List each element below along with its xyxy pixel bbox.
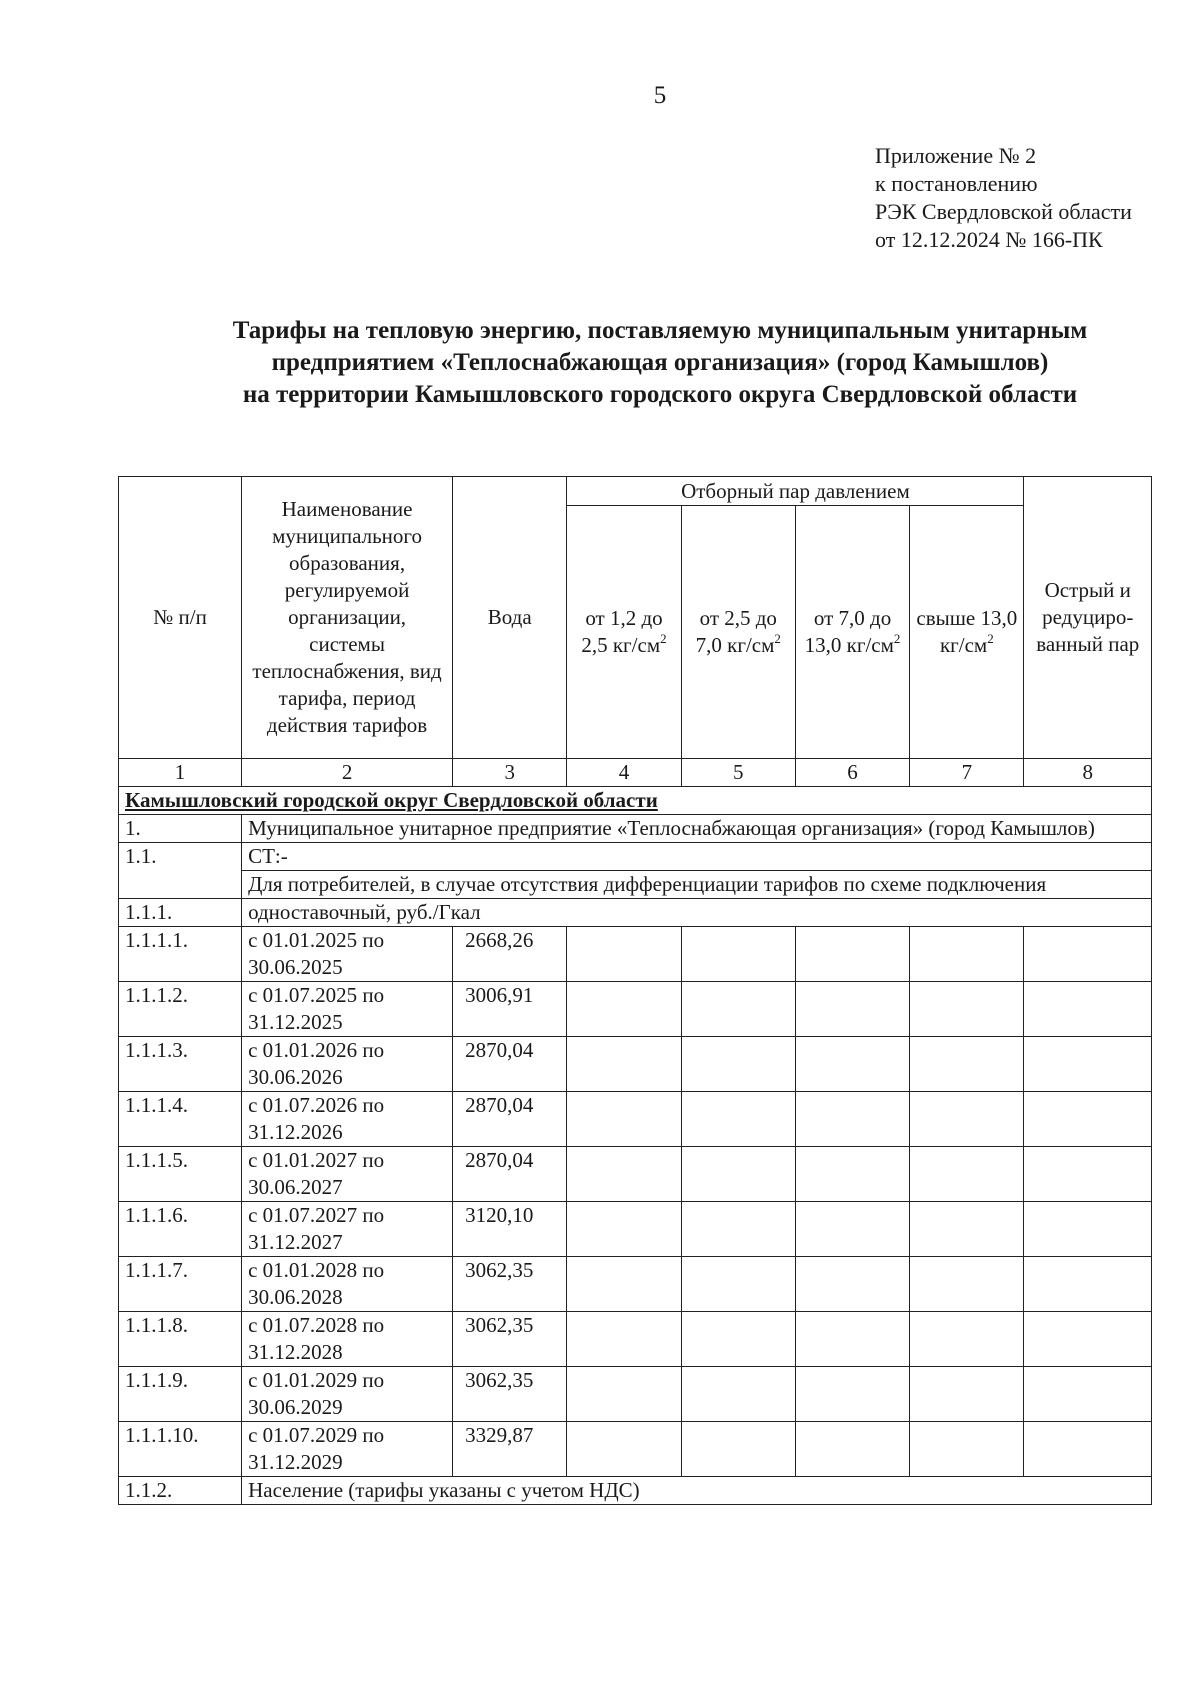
tariff-row-empty-cell <box>795 1312 909 1367</box>
tariff-row-empty-cell <box>795 1257 909 1312</box>
tariff-row-empty-cell <box>1024 982 1152 1037</box>
tariff-row-empty-cell <box>567 1312 681 1367</box>
tariff-row-empty-cell <box>567 982 681 1037</box>
tariff-row-empty-cell <box>795 982 909 1037</box>
tariff-row-empty-cell <box>567 1092 681 1147</box>
tariff-row-empty-cell <box>1024 1202 1152 1257</box>
tariff-row-empty-cell <box>795 1037 909 1092</box>
tariff-row-num: 1.1.1.4. <box>119 1092 242 1147</box>
header-num: № п/п <box>119 477 242 759</box>
header-pressure-3: от 7,0 до 13,0 $кг/см^2$ <box>795 506 909 759</box>
tariff-row-water: 2668,26 <box>453 927 567 982</box>
column-number: 8 <box>1024 759 1152 787</box>
tariff-row-period: с 01.01.2027 по 30.06.2027 <box>242 1147 453 1202</box>
tariff-row-empty-cell <box>567 1257 681 1312</box>
header-pressure-4: свыше 13,0 $кг/см^2$ <box>910 506 1024 759</box>
appendix-line: Приложение № 2 <box>875 143 1037 168</box>
tariff-row-period: с 01.01.2028 по 30.06.2028 <box>242 1257 453 1312</box>
tariff-row-empty-cell <box>1024 1422 1152 1477</box>
tariff-table <box>118 476 1152 1505</box>
st-note-row <box>119 871 1152 899</box>
tariff-row <box>119 1312 1152 1367</box>
tariff-row-empty-cell <box>910 1422 1024 1477</box>
tariff-row-empty-cell <box>681 1202 795 1257</box>
region-heading: Камышловский городской округ Свердловской области <box>119 787 1152 815</box>
tariff-row-empty-cell <box>567 1202 681 1257</box>
tariff-row-empty-cell <box>681 1092 795 1147</box>
tariff-row-empty-cell <box>681 1037 795 1092</box>
title-line: Тарифы на тепловую энергию, поставляемую муниципальным унитарным <box>232 317 1088 344</box>
tariff-row-empty-cell <box>681 982 795 1037</box>
tariff-row-num: 1.1.1.9. <box>119 1367 242 1422</box>
st-num: 1.1. <box>119 843 242 899</box>
tariff-row-empty-cell <box>681 1257 795 1312</box>
tariff-row-empty-cell <box>910 1367 1024 1422</box>
tariff-row-empty-cell <box>567 1422 681 1477</box>
tariff-row-empty-cell <box>1024 1312 1152 1367</box>
appendix-line: от 12.12.2024 № 166-ПК <box>875 227 1103 252</box>
tariff-row-num: 1.1.1.1. <box>119 927 242 982</box>
column-number: 5 <box>681 759 795 787</box>
tariff-row <box>119 1202 1152 1257</box>
tariff-row-empty-cell <box>910 1092 1024 1147</box>
tariff-row-empty-cell <box>681 1312 795 1367</box>
tariff-row-water: 2870,04 <box>453 1092 567 1147</box>
column-number: 7 <box>910 759 1024 787</box>
appendix-line: РЭК Свердловской области <box>875 199 1132 224</box>
tariff-row-num: 1.1.1.5. <box>119 1147 242 1202</box>
tariff-row-empty-cell <box>1024 927 1152 982</box>
tariff-row-empty-cell <box>910 1037 1024 1092</box>
single-rate-num: 1.1.1. <box>119 899 242 927</box>
appendix-line: к постановлению <box>875 171 1038 196</box>
column-numbers-row <box>119 759 1152 787</box>
tariff-row-water: 2870,04 <box>453 1037 567 1092</box>
tariff-row-num: 1.1.1.6. <box>119 1202 242 1257</box>
tariff-row-empty-cell <box>910 1202 1024 1257</box>
tariff-row-empty-cell <box>795 1147 909 1202</box>
tariff-row-empty-cell <box>567 927 681 982</box>
st-label: СТ:- <box>242 843 1152 871</box>
tariff-row-empty-cell <box>567 1367 681 1422</box>
tariff-row <box>119 1037 1152 1092</box>
header-name: Наименование муниципального образования, регулируемой организации, системы теплоснабжения, вид тарифа, период действия тарифов <box>242 477 453 759</box>
st-note: Для потребителей, в случае отсутствия дифференциации тарифов по схеме подключения <box>242 871 1152 899</box>
tariff-row-empty-cell <box>910 927 1024 982</box>
tariff-row <box>119 1147 1152 1202</box>
population-row <box>119 1477 1152 1505</box>
population-num: 1.1.2. <box>119 1477 242 1505</box>
title-line: на территории Камышловского городского округа Свердловской области <box>242 381 1078 408</box>
tariff-row-empty-cell <box>681 1147 795 1202</box>
tariff-row-water: 3062,35 <box>453 1367 567 1422</box>
tariff-row-water: 2870,04 <box>453 1147 567 1202</box>
tariff-row-period: с 01.01.2026 по 30.06.2026 <box>242 1037 453 1092</box>
tariff-row-empty-cell <box>1024 1257 1152 1312</box>
tariff-row-empty-cell <box>1024 1147 1152 1202</box>
population-label: Население (тарифы указаны с учетом НДС) <box>242 1477 1152 1505</box>
tariff-row-empty-cell <box>795 927 909 982</box>
tariff-row-empty-cell <box>910 982 1024 1037</box>
header-water: Вода <box>453 477 567 759</box>
tariff-row-period: с 01.01.2029 по 30.06.2029 <box>242 1367 453 1422</box>
single-rate-label: одноставочный, руб./Гкал <box>242 899 1152 927</box>
appendix-block <box>875 142 1132 254</box>
column-number: 3 <box>453 759 567 787</box>
page-number: 5 <box>653 82 667 109</box>
tariff-row-period: с 01.07.2028 по 31.12.2028 <box>242 1312 453 1367</box>
tariff-row-empty-cell <box>681 1422 795 1477</box>
tariff-row <box>119 1092 1152 1147</box>
tariff-row-num: 1.1.1.3. <box>119 1037 242 1092</box>
tariff-row-num: 1.1.1.7. <box>119 1257 242 1312</box>
tariff-row <box>119 1422 1152 1477</box>
org-name: Муниципальное унитарное предприятие «Теплоснабжающая организация» (город Камышлов) <box>242 815 1152 843</box>
column-number: 2 <box>242 759 453 787</box>
tariff-row <box>119 1367 1152 1422</box>
document-title <box>120 315 1200 411</box>
tariff-row-empty-cell <box>1024 1367 1152 1422</box>
tariff-row-water: 3329,87 <box>453 1422 567 1477</box>
tariff-row-water: 3062,35 <box>453 1312 567 1367</box>
tariff-row <box>119 1257 1152 1312</box>
column-number: 6 <box>795 759 909 787</box>
tariff-row-num: 1.1.1.8. <box>119 1312 242 1367</box>
tariff-row-num: 1.1.1.2. <box>119 982 242 1037</box>
tariff-row-empty-cell <box>910 1147 1024 1202</box>
tariff-row-period: с 01.01.2025 по 30.06.2025 <box>242 927 453 982</box>
tariff-row-empty-cell <box>567 1147 681 1202</box>
title-line: предприятием «Теплоснабжающая организация» (город Камышлов) <box>271 349 1049 376</box>
tariff-row-empty-cell <box>795 1092 909 1147</box>
tariff-row-empty-cell <box>1024 1037 1152 1092</box>
tariff-row <box>119 982 1152 1037</box>
tariff-row-empty-cell <box>567 1037 681 1092</box>
tariff-row-empty-cell <box>1024 1092 1152 1147</box>
tariff-row-num: 1.1.1.10. <box>119 1422 242 1477</box>
header-steam-group: Отборный пар давлением <box>567 477 1024 506</box>
org-row <box>119 815 1152 843</box>
tariff-row-empty-cell <box>681 1367 795 1422</box>
tariff-row-empty-cell <box>795 1202 909 1257</box>
header-sharp-steam: Острый и редуциро-ванный пар <box>1024 477 1152 759</box>
tariff-row-empty-cell <box>795 1422 909 1477</box>
tariff-row-empty-cell <box>795 1367 909 1422</box>
tariff-row-empty-cell <box>681 927 795 982</box>
single-rate-row <box>119 899 1152 927</box>
tariff-row-water: 3006,91 <box>453 982 567 1037</box>
tariff-row-period: с 01.07.2027 по 31.12.2027 <box>242 1202 453 1257</box>
region-row <box>119 787 1152 815</box>
tariff-row-period: с 01.07.2025 по 31.12.2025 <box>242 982 453 1037</box>
st-row <box>119 843 1152 871</box>
tariff-row-empty-cell <box>910 1257 1024 1312</box>
header-pressure-1: от 1,2 до 2,5 $кг/см^2$ <box>567 506 681 759</box>
column-number: 4 <box>567 759 681 787</box>
tariff-row-period: с 01.07.2026 по 31.12.2026 <box>242 1092 453 1147</box>
org-num: 1. <box>119 815 242 843</box>
tariff-row-water: 3062,35 <box>453 1257 567 1312</box>
header-pressure-2: от 2,5 до 7,0 $кг/см^2$ <box>681 506 795 759</box>
tariff-row-water: 3120,10 <box>453 1202 567 1257</box>
tariff-row-period: с 01.07.2029 по 31.12.2029 <box>242 1422 453 1477</box>
column-number: 1 <box>119 759 242 787</box>
tariff-row-empty-cell <box>910 1312 1024 1367</box>
tariff-row <box>119 927 1152 982</box>
